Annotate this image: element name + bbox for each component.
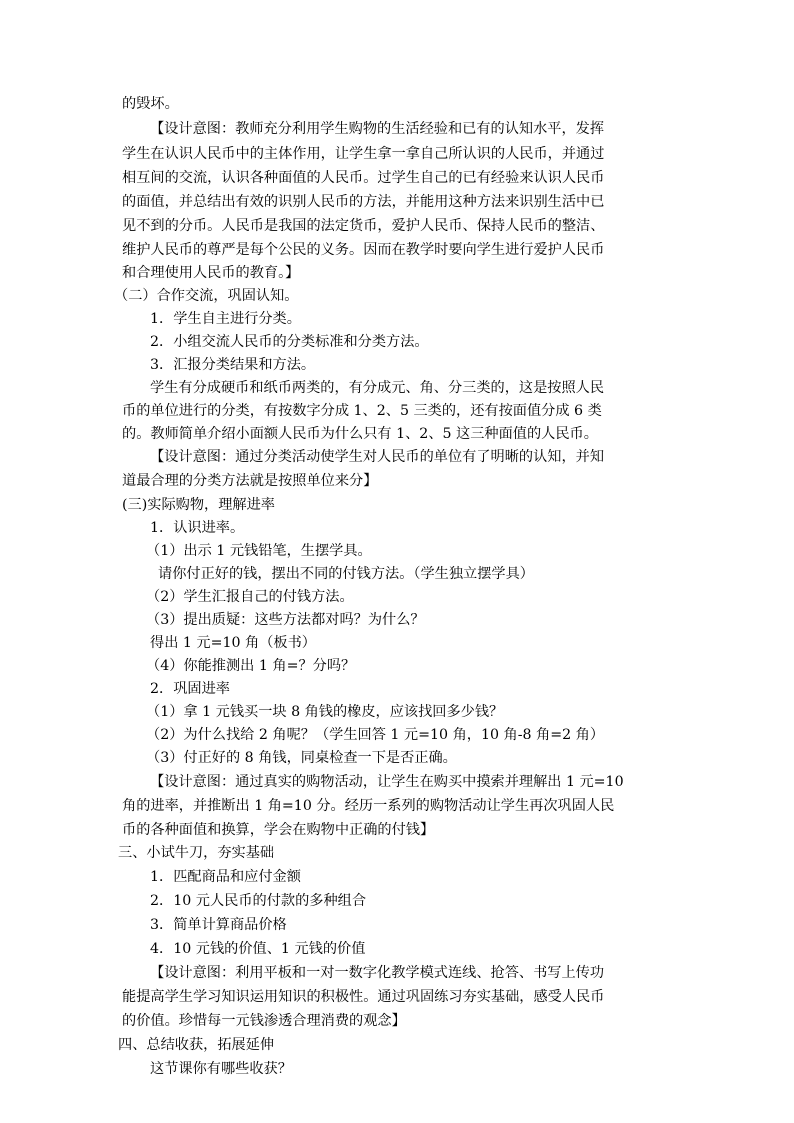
text-line: 的。教师简单介绍小面额人民币为什么只有 1、2、5 这三种面值的人民币。 — [122, 426, 598, 442]
text-line: 和合理使用人民币的教育。】 — [122, 265, 300, 281]
text-line: 相互间的交流，认识各种面值的人民币。过学生自己的已有经验来认识人民币 — [122, 170, 605, 186]
text-line: 角的进率，并推断出 1 角=10 分。经历一系列的购物活动让学生再次巩固人民 — [122, 798, 615, 814]
text-line: 见不到的分币。人民币是我国的法定货币，爱护人民币、保持人民币的整洁、 — [122, 218, 605, 234]
design-intent-line: 【设计意图：利用平板和一对一数字化教学模式连线、抢答、书写上传功 — [150, 965, 605, 981]
text-line: 维护人民币的尊严是每个公民的义务。因而在教学时要向学生进行爱护人民币 — [122, 242, 605, 258]
text-line: 的面值，并总结出有效的识别人民币的方法，并能用这种方法来识别生活中已 — [122, 194, 605, 210]
text-line: 学生在认识人民币中的主体作用，让学生拿一拿自己所认识的人民币，并通过 — [122, 146, 605, 162]
text-line: 能提高学生学习知识运用知识的积极性。通过巩固练习夯实基础，感受人民币 — [122, 989, 605, 1005]
section-heading: 三、小试牛刀，夯实基础 — [118, 845, 275, 861]
text-line: 的价值。珍惜每一元钱渗透合理消费的观念】 — [122, 1013, 406, 1029]
list-item: （2）学生汇报自己的付钱方法。 — [146, 589, 354, 605]
text-line: 这节课你有哪些收获？ — [150, 1061, 292, 1077]
list-item: （1）拿 1 元钱买一块 8 角钱的橡皮，应该找回多少钱？ — [146, 704, 504, 720]
list-item: 2．小组交流人民币的分类标准和分类方法。 — [150, 334, 429, 350]
design-intent-line: 【设计意图：教师充分利用学生购物的生活经验和已有的认知水平，发挥 — [150, 121, 605, 137]
list-item: （3）付正好的 8 角钱，同桌检查一下是否正确。 — [146, 750, 457, 766]
list-item: 1．学生自主进行分类。 — [150, 311, 301, 327]
text-line: 请你付正好的钱，摆出不同的付钱方法。（学生独立摆学具） — [158, 566, 534, 582]
list-item: 3．汇报分类结果和方法。 — [150, 357, 316, 373]
text-line: 币的单位进行的分类，有按数字分成 1、2、5 三类的，还有按面值分成 6 类 — [122, 403, 602, 419]
section-heading: 四、总结收获，拓展延伸 — [118, 1037, 275, 1053]
text-line: 币的各种面值和换算，学会在购物中正确的付钱】 — [122, 822, 435, 838]
list-item: 3．简单计算商品价格 — [150, 917, 287, 933]
section-heading: （二）合作交流，巩固认知。 — [114, 288, 299, 304]
text-line: 学生有分成硬币和纸币两类的，有分成元、角、分三类的，这是按照人民 — [150, 380, 605, 396]
list-item: 1．认识进率。 — [150, 520, 245, 536]
text-line: 的毁坏。 — [122, 96, 179, 112]
section-heading: (三)实际购物，理解进率 — [122, 497, 275, 513]
list-item: （4）你能推测出 1 角=？分吗？ — [146, 658, 356, 674]
list-item: 2．10 元人民币的付款的多种组合 — [150, 893, 367, 909]
design-intent-line: 【设计意图：通过分类活动使学生对人民币的单位有了明晰的认知，并知 — [150, 449, 605, 465]
list-item: 4．10 元钱的价值、1 元钱的价值 — [150, 941, 366, 957]
list-item: （3）提出质疑：这些方法都对吗？为什么？ — [146, 612, 425, 628]
design-intent-line: 【设计意图：通过真实的购物活动，让学生在购买中摸索并理解出 1 元=10 — [150, 774, 624, 790]
list-item: 2．巩固进率 — [150, 681, 230, 697]
list-item: （2）为什么找给 2 角呢？（学生回答 1 元=10 角，10 角-8 角=2 角） — [146, 727, 605, 743]
text-line: 道最合理的分类方法就是按照单位来分】 — [122, 473, 378, 489]
list-item: 1．匹配商品和应付金额 — [150, 869, 301, 885]
text-line: 得出 1 元=10 角（板书） — [150, 635, 316, 651]
list-item: （1）出示 1 元钱铅笔，生摆学具。 — [146, 543, 372, 559]
